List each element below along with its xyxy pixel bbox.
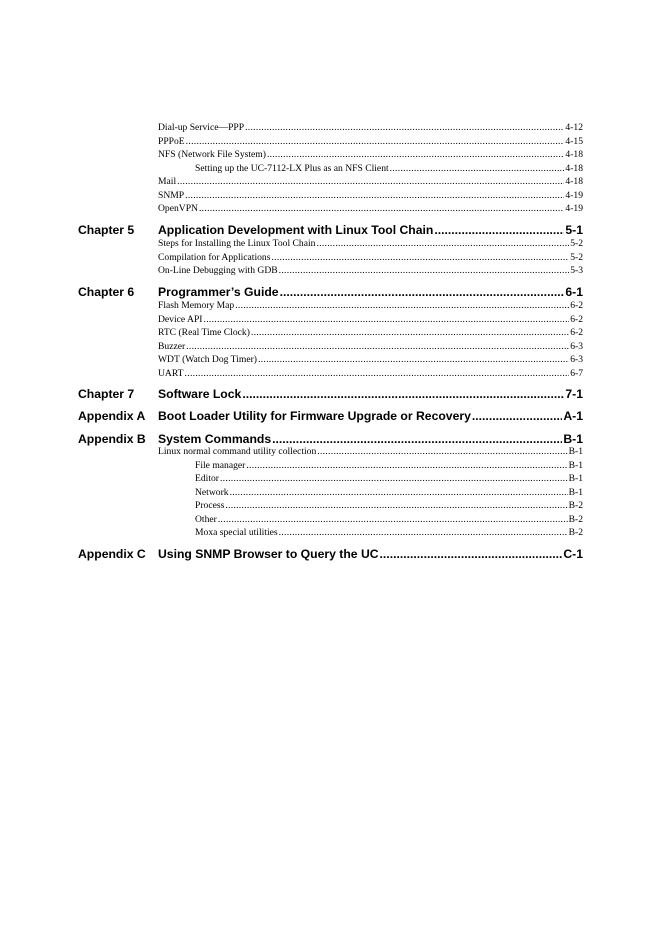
toc-entry-title: Process: [195, 500, 225, 511]
toc-entry-page: 6-2: [570, 327, 583, 338]
toc-subentry[interactable]: [195, 460, 583, 472]
chapter-label: Chapter 7: [78, 387, 135, 401]
dot-leader: [390, 163, 565, 175]
toc-entry-page: 4-19: [565, 203, 583, 214]
toc-entry[interactable]: [158, 314, 583, 326]
dot-leader: [186, 136, 565, 148]
toc-entry-page: B-1: [568, 486, 583, 498]
dot-leader: [218, 514, 568, 526]
toc-entry-title: PPPoE: [158, 135, 185, 147]
dot-leader: [271, 252, 569, 264]
toc-entry-title: On-Line Debugging with GDB: [158, 265, 278, 276]
dot-leader: [242, 387, 564, 402]
toc-subentry[interactable]: [195, 487, 583, 499]
toc-entry-title: Dial-up Service—PPP: [158, 122, 245, 133]
toc-entry-title: Compilation for Applications: [158, 251, 271, 263]
chapter-title: Using SNMP Browser to Query the UC: [158, 547, 379, 561]
chapter-page: 6-1: [565, 285, 583, 299]
chapter-page: 7-1: [565, 387, 583, 401]
toc-entry-title: Other: [195, 513, 217, 525]
dot-leader: [204, 314, 570, 326]
toc-entry[interactable]: [158, 136, 583, 148]
toc-entry-page: B-1: [568, 446, 583, 457]
toc-entry[interactable]: [158, 265, 583, 277]
dot-leader: [225, 500, 567, 512]
dot-leader: [199, 203, 564, 215]
toc-entry-page: 5-2: [570, 238, 583, 249]
chapter-heading-7[interactable]: [78, 387, 583, 402]
toc-entry-title: Flash Memory Map: [158, 300, 235, 311]
toc-entry-title: UART: [158, 367, 184, 379]
toc-entry-title: Setting up the UC-7112-LX Plus as an NFS Client: [195, 162, 389, 174]
toc-entry-title: Moxa special utilities: [195, 527, 278, 538]
dot-leader: [472, 409, 562, 424]
dot-leader: [267, 149, 564, 161]
toc-entry-title: Steps for Installing the Linux Tool Chain: [158, 238, 316, 249]
toc-entry-page: 6-2: [570, 313, 583, 325]
toc-entry-title: Mail: [158, 176, 177, 187]
toc-entry-title: Device API: [158, 313, 203, 325]
toc-entry[interactable]: [158, 176, 583, 188]
chapter-label: Appendix A: [78, 409, 146, 423]
toc-entry[interactable]: [158, 327, 583, 339]
toc-entry[interactable]: [158, 341, 583, 353]
toc-entry-page: B-2: [568, 500, 583, 511]
dot-leader: [380, 547, 563, 562]
dot-leader: [246, 460, 567, 472]
toc-subentry[interactable]: [195, 500, 583, 512]
toc-entry[interactable]: [158, 122, 583, 134]
toc-entry[interactable]: [158, 190, 583, 202]
toc-entry[interactable]: [158, 203, 583, 215]
toc-entry[interactable]: [158, 238, 583, 250]
toc-entry-title: SNMP: [158, 189, 185, 201]
toc-entry-title: Editor: [195, 473, 219, 484]
dot-leader: [272, 432, 562, 447]
toc-subentry[interactable]: [195, 163, 583, 175]
toc-entry-page: 4-12: [565, 122, 583, 133]
toc-entry-page: 5-2: [570, 251, 583, 263]
chapter-title: System Commands: [158, 432, 272, 446]
toc-entry-page: B-1: [568, 473, 583, 484]
toc-entry-title: RTC (Real Time Clock): [158, 327, 250, 338]
dot-leader: [177, 176, 564, 188]
toc-entry-page: 6-7: [570, 367, 583, 379]
toc-entry-page: 4-18: [565, 176, 583, 187]
chapter-title: Software Lock: [158, 387, 242, 401]
dot-leader: [185, 190, 564, 202]
toc-entry[interactable]: [158, 300, 583, 312]
toc-entry-title: WDT (Watch Dog Timer): [158, 354, 257, 365]
toc-entry-page: 4-18: [565, 162, 583, 174]
appendix-heading-a[interactable]: [78, 409, 583, 424]
chapter-heading-6[interactable]: [78, 285, 583, 300]
dot-leader: [230, 487, 568, 499]
toc-entry-title: Network: [195, 486, 229, 498]
chapter-title: Boot Loader Utility for Firmware Upgrade or Recovery: [158, 409, 471, 423]
toc-entry-page: 4-18: [565, 149, 583, 160]
toc-entry[interactable]: [158, 446, 583, 458]
toc-entry-page: 6-3: [570, 354, 583, 365]
toc-entry-page: B-2: [568, 527, 583, 538]
dot-leader: [280, 285, 565, 300]
toc-entry-title: OpenVPN: [158, 203, 198, 214]
toc-entry-title: File manager: [195, 459, 246, 471]
chapter-label: Appendix C: [78, 547, 146, 561]
appendix-heading-b[interactable]: [78, 432, 583, 447]
dot-leader: [434, 223, 564, 238]
toc-entry-page: B-2: [568, 513, 583, 525]
chapter-page: 5-1: [565, 223, 583, 237]
dot-leader: [316, 238, 569, 250]
chapter-heading-5[interactable]: [78, 223, 583, 238]
dot-leader: [186, 341, 569, 353]
chapter-title: Application Development with Linux Tool Chain: [158, 223, 434, 237]
toc-entry-page: 5-3: [570, 265, 583, 276]
toc-entry[interactable]: [158, 368, 583, 380]
toc-entry-page: 6-2: [570, 300, 583, 311]
dot-leader: [258, 354, 569, 366]
toc-entry-page: 4-15: [565, 135, 583, 147]
toc-entry[interactable]: [158, 252, 583, 264]
dot-leader: [317, 446, 567, 458]
toc-entry-page: 4-19: [565, 189, 583, 201]
toc-entry-page: 6-3: [570, 340, 583, 352]
toc-subentry[interactable]: [195, 527, 583, 539]
toc-entry[interactable]: [158, 149, 583, 161]
appendix-heading-c[interactable]: [78, 547, 583, 562]
toc-subentry[interactable]: [195, 514, 583, 526]
chapter-page: C-1: [563, 547, 583, 561]
dot-leader: [251, 327, 569, 339]
chapter-page: A-1: [563, 409, 583, 423]
toc-entry-page: B-1: [568, 459, 583, 471]
dot-leader: [279, 527, 568, 539]
toc-entry-title: NFS (Network File System): [158, 149, 266, 160]
toc-entry-title: Buzzer: [158, 340, 186, 352]
dot-leader: [279, 265, 570, 277]
chapter-label: Chapter 6: [78, 285, 135, 299]
toc-subentry[interactable]: [195, 473, 583, 485]
chapter-title: Programmer’s Guide: [158, 285, 279, 299]
toc-entry-title: Linux normal command utility collection: [158, 446, 317, 457]
chapter-label: Chapter 5: [78, 223, 135, 237]
toc-entry[interactable]: [158, 354, 583, 366]
dot-leader: [245, 122, 564, 134]
chapter-label: Appendix B: [78, 432, 146, 446]
dot-leader: [220, 473, 568, 485]
chapter-page: B-1: [563, 432, 583, 446]
dot-leader: [185, 368, 570, 380]
dot-leader: [235, 300, 569, 312]
